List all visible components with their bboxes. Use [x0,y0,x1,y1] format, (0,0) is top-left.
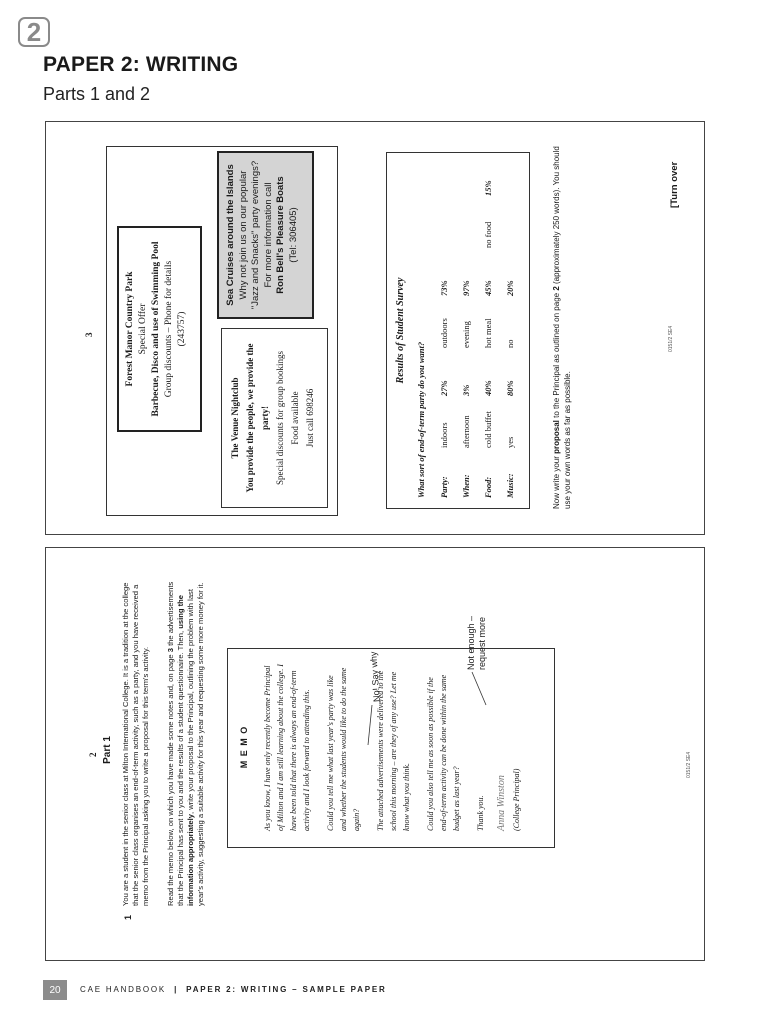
memo-paragraph-2: Could you tell me what last year's party was like and whether the students would like to do the same again? [326,667,361,831]
ad-sea-cruises [217,151,314,319]
page-subtitle: Parts 1 and 2 [43,84,151,104]
ad-venue-phone: Just call 698246 [305,388,315,448]
survey-percentage: 3% [461,384,471,396]
page-2-number: 2 [88,752,98,757]
ad-venue-slogan: You provide the people, we provide the party! [245,343,270,493]
survey-row-label: Party: [439,476,449,498]
survey-row-label: Music: [505,473,515,498]
survey-title: Results of Student Survey [395,277,406,384]
survey-percentage: 15% [483,180,493,196]
footer-text [80,985,387,994]
note-connector-lines [46,548,704,960]
note-request-more-line1: Not enough – [466,615,476,670]
survey-option: cold buffet [483,411,493,448]
footer-left: CAE HANDBOOK [80,985,167,994]
page-2-code: 0151/2 SE4 [686,751,692,778]
instruction-line2: use your own words as far as possible. [563,371,572,509]
ad-forest-manor-phone: (243757) [177,311,187,347]
ad-venue-nightclub [221,328,328,508]
page-3-content [46,122,704,534]
survey-option: yes [505,436,515,448]
survey-table [433,166,521,498]
ad-sea-cruises-line2: Why not join us on our popular [237,170,249,300]
question-number: 1 [123,914,133,920]
ad-sea-cruises-company: Ron Bell's Pleasure Boats [275,176,286,294]
survey-percentage [499,166,521,196]
survey-option [499,196,521,248]
ad-venue-name: The Venue Nightclub [230,377,240,459]
instruction-prefix: Now write your [552,453,561,509]
ad-venue-discounts: Special discounts for group bookings [275,351,285,485]
survey-row [433,166,455,498]
survey-row-label: Food: [483,476,493,498]
ad-venue-food: Food available [290,391,300,445]
ad-forest-manor-discounts: Group discounts – Phone for details [164,260,174,398]
survey-row [455,166,477,498]
survey-option: outdoors [439,318,449,348]
survey-percentage: 80% [505,380,515,396]
survey-row [477,166,499,498]
survey-option: indoors [439,422,449,448]
read-page: 3 [166,648,175,653]
instruction-suffix: (approximately 250 words). You should [552,146,561,287]
ad-sea-cruises-phone: (Tel: 306405) [287,207,299,263]
note-say-why: No! Say why [368,651,382,703]
survey-percentage: 40% [483,380,493,396]
footer-right: PAPER 2: WRITING – SAMPLE PAPER [186,985,387,994]
note-request-more-line2: request more [477,616,487,670]
memo-signer-role: (College Principal) [512,768,521,831]
read-mid: the advertisements that the Principal has sent to you and the results of a student questionnaire. Then, [166,581,185,906]
footer-page-number: 20 [49,984,61,996]
survey-percentage: 20% [505,280,515,296]
turn-over: [Turn over [669,161,680,208]
memo-paragraph-4: Could you also tell me as soon as possible if the end-of-term activity can be done within the same budget as last year? [426,674,461,831]
page-3-number: 3 [84,332,94,337]
survey-percentage: 27% [439,380,449,396]
ad-sea-cruises-name: Sea Cruises around the Islands [225,164,236,306]
memo-paragraph-1: As you know, I have only recently become Principal of Milton and I am still learning about the college. I have been told that there is always an end-of-term activity and I look forward to attending this. [263,664,311,831]
instruction-page: 2 [552,286,561,291]
ad-forest-manor [117,226,202,432]
survey-percentage: 73% [439,280,449,296]
survey-option [455,196,477,248]
survey-percentage [433,166,455,196]
survey-option: afternoon [461,415,471,448]
ad-sea-cruises-line4: For more information call [262,182,274,288]
part-label: Part 1 [102,736,113,764]
instruction-proposal: proposal [552,420,561,454]
survey-question: What sort of end-of-term party do you want? [416,341,426,498]
survey-option: evening [461,321,471,348]
survey-option [433,196,455,248]
ad-forest-manor-offer: Special Offer [138,303,148,355]
survey-option: no [505,339,515,348]
page-3-code: 0151/2 SE4 [668,325,674,352]
survey-percentage: 97% [461,280,471,296]
read-prefix: Read the memo below, on which you have made some notes and, on page [166,652,175,906]
task-intro: You are a student in the senior class at Milton International College. It is a tradition at the college that the senior class organises an end-of-term activity, such as a party, and you have received a memo from the Principal asking you to write a proposal for this term's activity. [121,582,150,906]
memo-thanks: Thank you. [476,795,485,831]
survey-row-label: When: [461,474,471,498]
survey-row [499,166,521,498]
survey-option: no food [483,221,493,248]
instruction-mid: to the Principal as outlined on page [552,290,561,421]
student-survey [386,152,530,509]
footer-separator: | [174,985,179,994]
ad-forest-manor-features: Barbecue, Disco and use of Swimming Pool [151,241,161,417]
survey-percentage [455,166,477,196]
sample-page-2 [45,547,705,961]
ad-forest-manor-name: Forest Manor Country Park [125,271,135,387]
note-say-why-line [368,705,372,745]
ad-sea-cruises-line3: "Jazz and Snacks" party evenings? [250,160,261,310]
note-request-more-line [472,672,486,705]
read-suffix: , write your proposal to the Principal, outlining the problem with last year's activity, suggesting a suitable activity for this year and requesting some more money for it. [186,582,205,906]
paper-number-badge [18,17,50,47]
survey-percentage: 45% [483,280,493,296]
survey-option: hot meal [483,318,493,348]
read-emphasis: using the information appropriately [176,595,195,906]
memo-paragraph-3: The attached advertisements were delivered to the school this morning – are they of any use? Let me know what you think. [376,670,411,831]
footer-page-number-box [43,980,67,1000]
page-2-content [46,548,704,960]
proposal-instruction [551,139,573,509]
page-title: PAPER 2: WRITING [43,53,239,76]
memo-signature: Anna Winston [496,775,507,831]
memo-title: M E M O [239,725,249,769]
sample-page-3 [45,121,705,535]
paper-number: 2 [26,17,42,47]
